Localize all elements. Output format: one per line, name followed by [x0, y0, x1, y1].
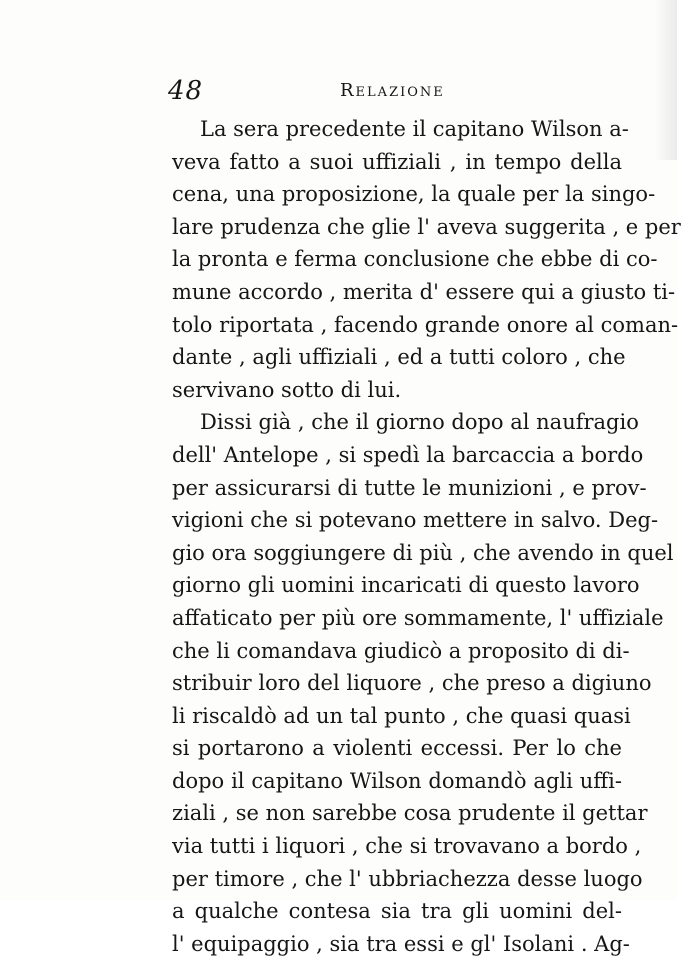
running-head: Relazione	[340, 80, 445, 101]
text-line: lare prudenza che glie l' aveva suggerita , e per	[172, 214, 681, 239]
text-line: che li comandava giudicò a proposito di di-	[172, 638, 630, 663]
text-line: La sera precedente il capitano Wilson a-	[200, 117, 629, 141]
text-line: li riscaldò ad un tal punto , che quasi quasi	[172, 703, 631, 728]
text-line: tolo riportata , facendo grande onore al coman-	[172, 312, 679, 337]
body-text	[172, 113, 681, 960]
text-line: si portarono a violenti eccessi. Per lo che	[172, 736, 622, 761]
text-line: per assicurarsi di tutte le munizioni , e prov-	[172, 475, 647, 500]
text-line: per timore , che l' ubbriachezza desse luogo	[172, 866, 643, 891]
text-line: stribuir loro del liquore , che preso a digiuno	[172, 671, 652, 696]
text-line: gio ora soggiungere di più , che avendo in quel	[172, 540, 674, 565]
text-line: dante , agli uffiziali , ed a tutti coloro , che	[172, 345, 626, 370]
text-line: via tutti i liquori , che si trovavano a bordo ,	[172, 834, 642, 859]
text-line: veva fatto a suoi uffiziali , in tempo della	[172, 149, 622, 174]
text-line: a qualche contesa sia tra gli uomini del-	[172, 899, 622, 924]
text-line: ziali , se non sarebbe cosa prudente il gettar	[172, 801, 648, 826]
text-line: l' equipaggio , sia tra essi e gl' Isolani . Ag-	[172, 931, 630, 956]
text-line: la pronta e ferma conclusione che ebbe di co-	[172, 247, 658, 272]
text-line: vigioni che si potevano mettere in salvo. Deg-	[172, 508, 659, 533]
text-line: giorno gli uomini incaricati di questo lavoro	[172, 573, 640, 598]
text-line: dell' Antelope , si spedì la barcaccia a bordo	[172, 442, 644, 467]
text-line: cena, una proposizione, la quale per la singo-	[172, 182, 656, 207]
text-line: servivano sotto di lui.	[172, 377, 402, 402]
text-line: affaticato per più ore sommamente, l' uffiziale	[172, 605, 664, 630]
page-number: 48	[168, 76, 204, 106]
text-line: Dissi già , che il giorno dopo al naufragio	[200, 410, 639, 435]
text-line: dopo il capitano Wilson domandò agli uffi-	[172, 768, 622, 793]
page-edge-shadow	[655, 0, 677, 160]
text-line: mune accordo , merita d' essere qui a giusto ti-	[172, 279, 676, 304]
page-header	[168, 76, 468, 110]
